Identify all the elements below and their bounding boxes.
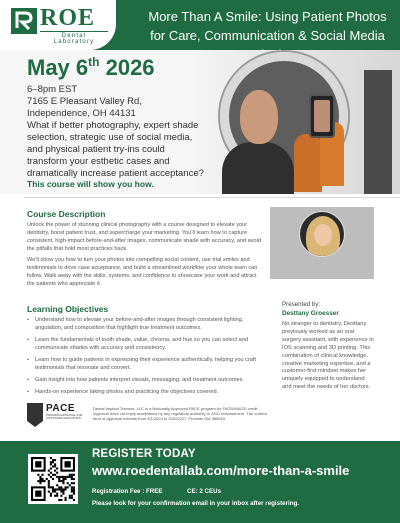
section-divider xyxy=(24,197,400,198)
presenter-name: Desttany Groesser xyxy=(282,310,339,317)
roe-logo-mark-icon xyxy=(11,8,37,34)
register-heading: REGISTER TODAY xyxy=(92,448,196,460)
presented-by-label: Presented by: xyxy=(282,301,321,308)
course-description-p1: Unlock the power of stunning clinical photography with a course designed to elevate your dentistry, boost patient trust, and supercharge your marketing. You'll learn how to capture consistent, high-impact before-and-after images, communicate shade with accuracy, and avoid the pitfalls that hold most practices back. xyxy=(27,222,262,252)
patient-shirt xyxy=(222,142,294,194)
pace-word: PACE xyxy=(46,403,76,414)
header-banner xyxy=(0,0,400,50)
course-title: More Than A Smile: Using Patient Photos for Care, Communication & Social Media xyxy=(148,9,387,43)
roe-logo xyxy=(0,0,116,50)
tagline: This course will show you how. xyxy=(27,179,154,189)
registration-link[interactable]: www.roedentallab.com/more-than-a-smile xyxy=(92,463,350,478)
pace-disclaimer: Dental Implant Trainers, LLC is a Nationally Approved PACE program for FAGD/MAGD credit. Approval does not imply acceptance by any regulatory authority or AGD endorsement. The current term of approval extends from 4/1/2024 to 3/31/2027. Provider ID# 386516. xyxy=(93,406,267,421)
bullet-icon: • xyxy=(27,376,29,383)
bullet-icon: • xyxy=(27,356,29,363)
presenter-face xyxy=(314,224,332,246)
ce-credits: CE: 2 CEUs xyxy=(187,488,222,495)
course-description-heading: Course Description xyxy=(27,209,106,219)
confirmation-note: Please look for your confirmation email in your inbox after registering. xyxy=(92,500,299,507)
learning-objectives-heading: Learning Objectives xyxy=(27,304,109,314)
bullet-icon: • xyxy=(27,388,29,395)
qr-code-icon[interactable] xyxy=(28,454,78,504)
logo-subtitle: Dental Laboratory xyxy=(40,31,108,45)
registration-fee: Registration Fee : FREE xyxy=(92,488,163,495)
photographer-arm-left xyxy=(294,134,322,192)
qr-code-graphic xyxy=(31,457,75,501)
list-item: • Gain insight into how patients interpret visuals, messaging, and treatment outcomes. xyxy=(27,376,244,383)
list-item: • Hands-on experience taking photos and practicing the objectives covered. xyxy=(27,388,219,395)
event-address-line2: Independence, OH 44131 xyxy=(27,108,136,119)
event-time: 6–8pm EST xyxy=(27,84,78,95)
event-address-line1: 7165 E Pleasant Valley Rd, xyxy=(27,96,142,107)
bullet-icon: • xyxy=(27,336,29,343)
learning-objectives-list xyxy=(27,317,264,401)
pace-subtitle: PROGRAM APPROVAL FOR CONTINUING EDUCATION xyxy=(46,413,83,421)
bullet-icon: • xyxy=(27,317,29,323)
hero-photo xyxy=(196,50,400,194)
patient-head xyxy=(240,90,278,144)
presenter-panel xyxy=(270,207,374,279)
presenter-avatar xyxy=(299,211,345,257)
pace-badge-icon xyxy=(27,403,43,427)
list-item: • Understand how to elevate your before-and-after images through consistent lighting, angulation, and composition that highlight true treatment outcomes. xyxy=(27,317,244,331)
list-item: • Learn how to guide patients in expressing their experience authentically, helping you craft testimonials that resonate and convert. xyxy=(27,356,256,371)
registration-footer xyxy=(0,441,400,523)
photographer xyxy=(364,70,392,194)
phone-screen xyxy=(314,100,330,132)
phone-camera-icon xyxy=(309,94,335,138)
presenter-bio: No stranger to dentistry, Desttany previously worked as an oral surgery assistant, with experience in IOS scanning and 3D printing. This combination of clinical knowledge, creative marketing expertise, and a customer-first mindset makes her uniquely equipped to understand and meet the needs of her doctors. xyxy=(282,321,374,391)
event-details xyxy=(27,84,142,120)
intro-question: What if better photography, expert shade selection, strategic use of social media, and physical patient try-ins could transform your esthetic cases and dramatically increase patient acceptance? xyxy=(27,120,204,179)
pace-logo xyxy=(27,403,85,429)
course-description-p2: We'll show you how to turn your photos into compelling social content, use trial smiles and testimonials to drive case acceptance, and build a streamlined workflow your whole team can follow. Walk away with the skills, systems, and confidence to showcase your work and attract the patients who appreciate it. xyxy=(27,257,258,287)
event-date: May 6th 2026 xyxy=(27,55,155,80)
logo-word: ROE xyxy=(40,5,96,31)
list-item: • Learn the fundamentals of tooth shade, value, chroma, and hue so you can select and communicate shades with accuracy and consistency. xyxy=(27,336,249,351)
